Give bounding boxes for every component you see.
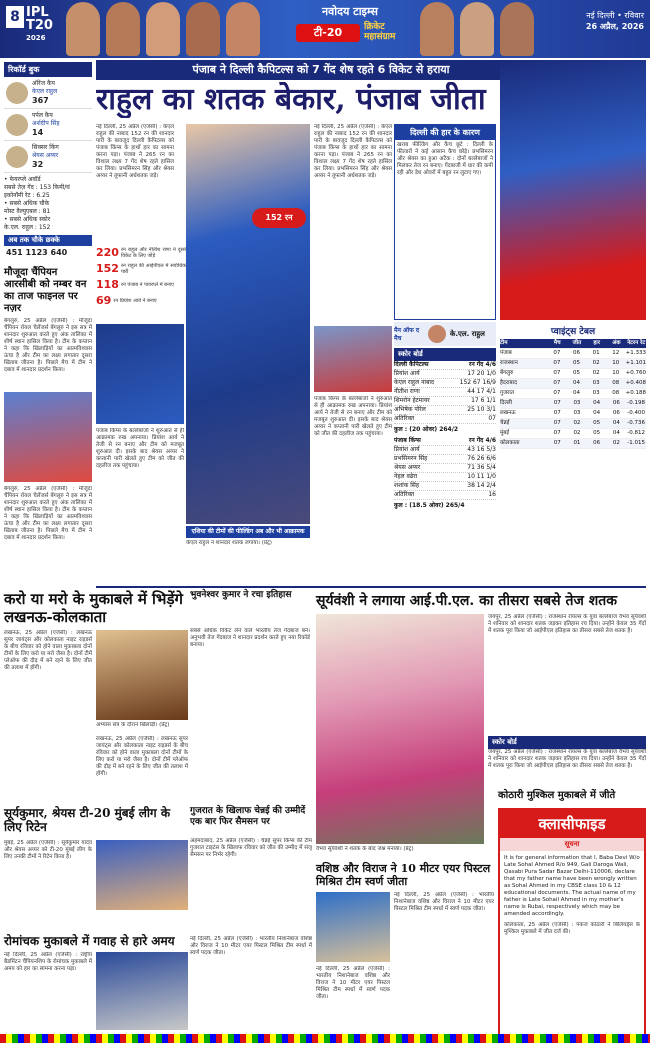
points-table-cell: 02 <box>592 370 600 376</box>
points-table-cell: मुंबई <box>500 430 510 436</box>
batter-name: प्रभसिमरन सिंह <box>394 455 428 462</box>
highlight-number: 152 <box>96 262 119 275</box>
points-table-cell: 03 <box>573 400 581 406</box>
player-photo <box>106 2 140 56</box>
col-header: जीत <box>572 340 582 346</box>
player-photo <box>226 2 260 56</box>
player-avatar <box>6 82 28 104</box>
story4-body: सबसे अधिक विकेट लेने वाले भारतीय तेज गेंदबाज बने। अनुभवी तेज गेंदबाज ने शानदार प्रदर्शन करते हुए नया रिकॉर्ड बनाया। <box>190 628 310 648</box>
batter-name: शिमरोन हेटमायर <box>394 397 430 404</box>
points-table-row <box>500 439 646 449</box>
points-table-cell: 05 <box>593 420 601 426</box>
highlight-number: 220 <box>96 246 119 259</box>
main-story-body-col3: पंजाब किंग्स के बल्लेबाजों ने शुरुआत से ही आक्रामक रुख अपनाया। प्रियांश आर्य ने तेजी से रन बनाए और टीम को मजबूत शुरुआत दी। इसके बाद श्रेयस अय्यर ने कप्तानी पारी खेलते हुए टीम को जीत की दहलीज तक पहुंचाया। <box>314 396 392 437</box>
points-table <box>500 322 646 449</box>
player-photo <box>186 2 220 56</box>
color-registration-strip <box>0 1034 650 1043</box>
highlights-list <box>96 246 186 307</box>
points-table-cell: चेन्नई <box>500 420 510 426</box>
record-player: केएल राहुल <box>32 88 58 95</box>
record-book-sidebar <box>4 62 92 622</box>
points-table-cell: पंजाब <box>500 350 512 356</box>
record-value: 32 <box>32 160 44 169</box>
points-table-cell: 05 <box>573 360 581 366</box>
points-table-cell: 07 <box>553 380 561 386</box>
story2-caption: अभ्यास सत्र के दौरान खिलाड़ी। (प्रेट्र) <box>96 722 170 728</box>
story8-body-cont: नई दिल्ली, 25 अप्रैल (एजेंसी) : भारतीय निशानेबाज वशिष्ठ और विराज ने 10 मीटर एयर पिस्टल मिश्रित टीम स्पर्धा में स्वर्ण पदक जीता। <box>316 966 390 1000</box>
points-table-cell: 07 <box>553 370 561 376</box>
batter-name: प्रियांश आर्य <box>394 446 420 453</box>
points-table-cell: 07 <box>553 360 561 366</box>
story5-headline: गुजरात के खिलाफ चेन्नई की उम्मीदें एक बार फिर सैमसन पर <box>190 806 306 827</box>
player-photo <box>66 2 100 56</box>
man-of-match-label: मैन ऑफ द मैच <box>394 327 420 342</box>
ipl-logo <box>26 6 53 45</box>
points-table-cell: हैदराबाद <box>500 380 518 386</box>
story2-photo <box>96 630 188 720</box>
points-table-cell: 07 <box>553 390 561 396</box>
story2-headline: करो या मरो के मुकाबले में भिड़ेंगे लखनऊ-कोलकाता <box>4 590 183 626</box>
left-story-headline: मौजूदा चैंपियन आरसीबी को नम्बर वन का ताज फाइनल पर नज़र <box>4 267 87 314</box>
cricket-mahasangram <box>364 22 395 42</box>
points-table-rows <box>500 349 646 449</box>
scoreboard-values: 451 1123 640 <box>6 248 68 257</box>
paper-name: नवोदय टाइम्स <box>322 5 378 18</box>
logo-year: 2026 <box>26 34 46 42</box>
points-table-cell: +0.408 <box>625 380 646 386</box>
issue-date <box>560 10 644 32</box>
story9-body: कोलकाता, 25 अप्रैल (एजेंसी) : पंकज कोठारी ने बिलियर्ड्स के मुश्किल मुकाबले में जीत दर्ज की। <box>504 922 640 935</box>
points-table-cell: 06 <box>593 440 601 446</box>
team2-header <box>394 437 496 446</box>
story2-body-cont: लखनऊ, 25 अप्रैल (एजेंसी) : लखनऊ सुपर जायंट्स और कोलकाता नाइट राइडर्स के बीच रविवार को होने वाला मुकाबला दोनों टीमों के लिए करो या मरो जैसा है। दोनों टीमें प्लेऑफ की दौड़ में बने रहने के लिए जीत की तलाश में होंगी। <box>96 736 188 777</box>
highlight-item <box>96 246 186 259</box>
story3-score-text: जयपुर, 25 अप्रैल (एजेंसी) : राजस्थान रॉयल्स के युवा बल्लेबाज वैभव सूर्यवंशी ने शनिवार को शानदार शतक जड़कर इतिहास रच दिया। उन्होंने केवल 35 गेंदों में शतक पूरा किया जो आईपीएल इतिहास का तीसरा सबसे तेज शतक है। <box>488 749 646 769</box>
story3-body: जयपुर, 25 अप्रैल (एजेंसी) : राजस्थान रॉयल्स के युवा बल्लेबाज वैभव सूर्यवंशी ने शनिवार को शानदार शतक जड़कर इतिहास रच दिया। उन्होंने केवल 35 गेंदों में शतक पूरा किया जो आईपीएल इतिहास का तीसरा सबसे तेज शतक है। <box>488 614 646 634</box>
points-table-cell: 07 <box>553 350 561 356</box>
player-avatar <box>6 146 28 168</box>
points-table-cell: 06 <box>612 410 620 416</box>
points-table-cell: 06 <box>612 400 620 406</box>
score-row <box>394 473 496 482</box>
player-photo <box>500 2 534 56</box>
points-table-cell: 02 <box>592 360 600 366</box>
points-table-cell: 01 <box>573 440 581 446</box>
points-table-cell: दिल्ली <box>500 400 512 406</box>
points-table-cell: 12 <box>612 350 620 356</box>
left-story-body: बेंगलुरु, 25 अप्रैल (एजेंसी) : मौजूदा चैंपियन रॉयल चैलेंजर्स बेंगलुरु ने इस सत्र में शानदार शुरुआत करते हुए अंक तालिका में शीर्ष स्थान हासिल किया है। टीम के कप्तान ने कहा कि खिलाड़ियों का आत्मविश्वास ऊंचा है और टीम का लक्ष्य लगातार दूसरा खिताब जीतना है। पिछले मैच में टीम ने दबाव में शानदार प्रदर्शन किया। <box>4 318 92 373</box>
score-row <box>394 379 496 388</box>
highlight-text: रन पंजाब ने पावरप्ले में बनाए <box>120 281 174 288</box>
story8-body: नई दिल्ली, 25 अप्रैल (एजेंसी) : भारतीय निशानेबाज वशिष्ठ और विराज ने 10 मीटर एयर पिस्टल मिश्रित टीम स्पर्धा में स्वर्ण पदक जीता। <box>394 892 494 912</box>
highlight-item <box>96 262 186 275</box>
photo-badge: 152 रन <box>252 208 306 228</box>
points-table-cell: गुजरात <box>500 390 514 396</box>
points-table-cell: 05 <box>573 370 581 376</box>
stat-item: सबसे तेज़ गेंद : 153 किमी/घं <box>4 184 70 191</box>
story8-headline: वशिष्ठ और विराज ने 10 मीटर एयर पिस्टल मिश्रित टीम स्वर्ण जीता <box>316 862 491 888</box>
points-table-row <box>500 379 646 389</box>
score-row <box>394 455 496 464</box>
batter-name: शशांक सिंह <box>394 482 420 489</box>
stat-item: • फेयरप्ले अवॉर्ड <box>4 176 41 183</box>
secondary-photo <box>96 324 184 424</box>
highlight-number: 118 <box>96 278 119 291</box>
story8-photo <box>316 892 390 962</box>
t20-badge: टी-20 <box>296 24 360 42</box>
batter-score: 07 <box>488 415 496 422</box>
scoreboard-label: अब तक चौके छक्के <box>4 235 92 246</box>
team1-total: कुल : (20 ओवर) 264/2 <box>394 426 459 433</box>
mahasangram-label: महासंग्राम <box>364 32 396 42</box>
left-story-photo <box>4 392 92 482</box>
batter-name: नीतीश राणा <box>394 388 420 395</box>
points-table-cell: -0.198 <box>627 400 646 406</box>
col-header: हार <box>593 340 600 346</box>
player-photo <box>420 2 454 56</box>
batter-score: 76 26 6/6 <box>467 455 496 462</box>
main-headline: राहुल का शतक बेकार, पंजाब जीता <box>96 82 486 117</box>
batter-score: 10 11 1/0 <box>467 473 496 480</box>
score-row <box>394 415 496 424</box>
batter-score: 44 17 4/1 <box>467 388 496 395</box>
story6-photo <box>96 840 188 910</box>
batter-score: 38 14 2/4 <box>467 482 496 489</box>
crowd-photo <box>314 326 392 392</box>
scorecard-title: स्कोर बोर्ड <box>394 348 496 361</box>
batter-name: प्रियांश आर्य <box>394 370 420 377</box>
stat-item: • सबसे अधिक चौके <box>4 200 50 207</box>
points-table-cell: 08 <box>612 380 620 386</box>
record-book-title: रिकॉर्ड बुक <box>4 62 92 77</box>
man-of-match <box>394 322 496 346</box>
main-story-body-col2: नई दिल्ली, 25 अप्रैल (एजेंसी) : केएल राहुल की नाबाद 152 रन की शानदार पारी के बावजूद दिल्ली कैपिटल्स को पंजाब किंग्स के हाथों हार का सामना करना पड़ा। पंजाब ने 265 रन का विशाल लक्ष्य 7 गेंद शेष रहते हासिल कर लिया। प्रभसिमरन सिंह और श्रेयस अय्यर ने तूफानी अर्धशतक जड़े। <box>314 124 392 179</box>
team2-name: पंजाब किंग्स <box>394 437 421 444</box>
man-of-match-name: के.एल. राहुल <box>450 329 485 338</box>
team1-name: दिल्ली कैपिटल्स <box>394 361 429 368</box>
points-table-cell: बेंगलुरु <box>500 370 514 376</box>
story3-headline: सूर्यवंशी ने लगाया आई.पी.एल. का तीसरा सबसे तेज शतक <box>316 593 617 609</box>
highlight-text: रन राहुल की आईपीएल में सर्वाधिक पारी <box>120 262 186 275</box>
points-table-cell: 03 <box>592 390 600 396</box>
story4-headline: भुवनेश्वर कुमार ने रचा इतिहास <box>190 590 292 600</box>
points-table-row <box>500 429 646 439</box>
points-table-cell: कोलकाता <box>500 440 520 446</box>
batter-score: 71 36 5/4 <box>467 464 496 471</box>
batter-name: अतिरिक्त <box>394 491 415 498</box>
batter-score: 17 6 1/1 <box>471 397 496 404</box>
main-kicker: पंजाब ने दिल्ली कैपिटल्स को 7 गेंद शेष रहते 6 विकेट से हराया <box>96 60 546 80</box>
points-table-cell: 05 <box>593 430 601 436</box>
story8-side-body: नई दिल्ली, 25 अप्रैल (एजेंसी) : भारतीय निशानेबाज वशिष्ठ और विराज ने 10 मीटर एयर पिस्टल मिश्रित टीम स्पर्धा में स्वर्ण पदक जीता। <box>190 936 312 956</box>
record-label: सिक्सर किंग <box>32 144 59 151</box>
score-row <box>394 464 496 473</box>
points-table-cell: लखनऊ <box>500 410 516 416</box>
points-table-cell: +1.333 <box>625 350 646 356</box>
story5-body: अहमदाबाद, 25 अप्रैल (एजेंसी) : चेन्नई सुपर किंग्स की टीम गुजरात टाइटंस के खिलाफ रविवार को जीत की उम्मीद में संजू सैमसन पर निर्भर रहेगी। <box>190 838 312 858</box>
team2-total: कुल : (18.5 ओवर) 265/4 <box>394 502 465 509</box>
points-table-row <box>500 419 646 429</box>
points-table-cell: 06 <box>573 350 581 356</box>
story7-body: नई दिल्ली, 25 अप्रैल (एजेंसी) : राष्ट्रीय बैडमिंटन चैंपियनशिप के रोमांचक मुकाबले में अमय को हार का सामना करना पड़ा। <box>4 952 92 972</box>
highlight-text: रन प्रियांश आर्य ने बनाए <box>113 297 157 304</box>
highlight-number: 69 <box>96 294 112 307</box>
col-header: नेटरन रेट <box>627 340 646 346</box>
points-table-cell: 04 <box>593 400 601 406</box>
main-story-body: नई दिल्ली, 25 अप्रैल (एजेंसी) : केएल राहुल की नाबाद 152 रन की शानदार पारी के बावजूद दिल्ली कैपिटल्स को पंजाब किंग्स के हाथों हार का सामना करना पड़ा। पंजाब ने 265 रन का विशाल लक्ष्य 7 गेंद शेष रहते हासिल कर लिया। प्रभसिमरन सिंह और श्रेयस अय्यर ने तूफानी अर्धशतक जड़े। <box>96 124 174 179</box>
points-table-cell: 04 <box>612 420 620 426</box>
points-table-cell: 07 <box>553 420 561 426</box>
issue-day: नई दिल्ली • रविवार <box>586 11 644 20</box>
points-table-cell: -0.736 <box>627 420 646 426</box>
points-table-row <box>500 369 646 379</box>
record-value: 14 <box>32 128 44 137</box>
story9-headline: कोठारी मुश्किल मुकाबले में जीते <box>498 790 616 801</box>
player-avatar <box>6 114 28 136</box>
section-divider <box>96 586 646 588</box>
stats-list <box>4 176 92 232</box>
batter-name: केएल राहुल नाबाद <box>394 379 435 386</box>
points-table-row <box>500 409 646 419</box>
record-label: ऑरेंज कैप <box>32 80 55 87</box>
team2-columns: रन गेंद 4/6 <box>468 437 496 444</box>
points-table-cell: +1.101 <box>625 360 646 366</box>
record-label: पर्पल कैप <box>32 112 53 119</box>
highlight-item <box>96 294 186 307</box>
points-table-cell: +0.188 <box>625 390 646 396</box>
score-row <box>394 406 496 415</box>
team1-header <box>394 361 496 370</box>
player-photo <box>460 2 494 56</box>
points-table-cell: 10 <box>612 360 620 366</box>
points-table-cell: राजस्थान <box>500 360 518 366</box>
record-row <box>4 141 92 173</box>
player-photo <box>146 2 180 56</box>
highlight-item <box>96 278 186 291</box>
points-table-cell: 07 <box>553 400 561 406</box>
classified-box <box>498 808 646 1036</box>
cricket-label: क्रिकेट <box>364 22 385 32</box>
record-player: अर्शदीप सिंह <box>32 120 60 127</box>
story8-column <box>190 936 312 1030</box>
story3-caption: वैभव सूर्यवंशी ने शतक के बाद जश्न मनाया। (प्रेट्र) <box>316 846 414 852</box>
classified-title: क्लासीफाइड <box>500 810 644 838</box>
record-player: श्रेयस अय्यर <box>32 152 59 159</box>
highlight-text: रन राहुल और नीतीश राणा ने दूसरे विकेट के लिए जोड़े <box>120 246 186 259</box>
points-table-cell: 10 <box>612 370 620 376</box>
points-table-cell: 04 <box>612 430 620 436</box>
reason-box-title: दिल्ली की हार के कारण <box>395 125 495 140</box>
points-table-cell: 02 <box>612 440 620 446</box>
classified-body: It is for general information that I, Baba Devi W/o Late Sohal Ahmed R/o 949, Gali Daroga Wali, Qasabi Pura Sadar Bazar Delhi-110006, declare that my father name have been wrongly written as Sohal Ahmed in my CBSE class 10 & 12 educational documents. The actual name of my father is Late Sohail Ahmed in my mother's name is Rubai, respectively which may be amended accordingly. <box>504 855 640 917</box>
batter-score: 43 16 5/3 <box>467 446 496 453</box>
score-row <box>394 370 496 379</box>
points-table-cell: +0.760 <box>625 370 646 376</box>
batter-name: अभिषेक पोरेल <box>394 406 426 413</box>
record-value: 367 <box>32 96 49 105</box>
player-avatar <box>428 325 446 343</box>
batter-score: 16 <box>488 491 496 498</box>
score-row <box>394 482 496 491</box>
masthead-banner <box>0 0 650 58</box>
reason-box <box>394 124 496 320</box>
batter-name: नेहल वढेरा <box>394 473 418 480</box>
main-photo <box>186 124 310 524</box>
points-table-cell: 03 <box>573 410 581 416</box>
main-story-side-body: पंजाब किंग्स के बल्लेबाजों ने शुरुआत से ही आक्रामक रुख अपनाया। प्रियांश आर्य ने तेजी से रन बनाए और टीम को मजबूत शुरुआत दी। इसके बाद श्रेयस अय्यर ने कप्तानी पारी खेलते हुए टीम को जीत की दहलीज तक पहुंचाया। <box>96 428 184 469</box>
points-table-cell: -1.015 <box>627 440 646 446</box>
points-table-cell: 08 <box>612 390 620 396</box>
score-row <box>394 388 496 397</box>
stat-item: के.एल. राहुल : 152 <box>4 224 51 231</box>
story3-scorecard-title: स्कोर बोर्ड <box>488 736 646 749</box>
story2-body: लखनऊ, 25 अप्रैल (एजेंसी) : लखनऊ सुपर जायंट्स और कोलकाता नाइट राइडर्स के बीच रविवार को होने वाला मुकाबला दोनों टीमों के लिए करो या मरो जैसा है। दोनों टीमें प्लेऑफ की दौड़ में बने रहने के लिए जीत की तलाश में होंगी। <box>4 630 92 671</box>
score-row <box>394 446 496 455</box>
score-row <box>394 491 496 500</box>
points-table-cell: 04 <box>573 380 581 386</box>
batter-score: 17 20 1/0 <box>467 370 496 377</box>
points-table-row <box>500 389 646 399</box>
logo-line1: IPL <box>26 5 49 20</box>
classified-subtitle: सूचना <box>500 838 644 851</box>
photo-caption-bar: एशिया की टीमों की फील्डिंग अब और भी आक्रामक <box>186 526 310 538</box>
story3-photo <box>316 614 484 844</box>
points-table-cell: 01 <box>592 350 600 356</box>
batter-name: अतिरिक्त <box>394 415 415 422</box>
col-header: मैच <box>553 340 561 346</box>
batter-score: 152 67 16/9 <box>459 379 496 386</box>
points-table-title: प्वाइंट्स टेबल <box>550 327 596 337</box>
story6-headline: सूर्यकुमार, श्रेयस टी-20 मुंबई लीग के लिए रिटेन <box>4 806 171 834</box>
points-table-cell: 03 <box>592 380 600 386</box>
team1-columns: रन गेंद 4/6 <box>468 361 496 368</box>
col-header: अंक <box>612 340 621 346</box>
issue-date-value: 26 अप्रैल, 2026 <box>585 22 644 31</box>
points-table-cell: -0.400 <box>627 410 646 416</box>
points-table-cell: 02 <box>573 430 581 436</box>
celebration-photo <box>500 60 646 320</box>
record-row <box>4 77 92 109</box>
points-table-cell: 02 <box>573 420 581 426</box>
logo-line2: T20 <box>26 18 53 33</box>
points-table-cell: 07 <box>553 410 561 416</box>
page-number: 8 <box>6 6 24 28</box>
record-row <box>4 109 92 141</box>
batter-name: श्रेयस अय्यर <box>394 464 421 471</box>
batter-score: 25 10 3/1 <box>467 406 496 413</box>
points-table-cell: 07 <box>553 440 561 446</box>
story7-photo <box>96 952 188 1030</box>
stat-item: इकोनॉमी रेट : 6.25 <box>4 192 50 199</box>
points-table-cell: 04 <box>573 390 581 396</box>
points-table-cell: -0.812 <box>627 430 646 436</box>
points-table-cell: 07 <box>553 430 561 436</box>
points-table-header <box>500 339 646 349</box>
story7-headline: रोमांचक मुकाबले में गवाह से हारे अमय <box>4 934 175 948</box>
story6-body: मुंबई, 25 अप्रैल (एजेंसी) : सूर्यकुमार यादव और श्रेयस अय्यर को टी-20 मुंबई लीग के लिए उनकी टीमों ने रिटेन किया है। <box>4 840 92 860</box>
left-story-body-cont: बेंगलुरु, 25 अप्रैल (एजेंसी) : मौजूदा चैंपियन रॉयल चैलेंजर्स बेंगलुरु ने इस सत्र में शानदार शुरुआत करते हुए अंक तालिका में शीर्ष स्थान हासिल किया है। टीम के कप्तान ने कहा कि खिलाड़ियों का आत्मविश्वास ऊंचा है और टीम का लक्ष्य लगातार दूसरा खिताब जीतना है। पिछले मैच में टीम ने दबाव में शानदार प्रदर्शन किया। <box>4 486 92 541</box>
stat-item: • सबसे अधिक स्कोर <box>4 216 51 223</box>
score-row <box>394 397 496 406</box>
reason-box-body: खराब फील्डिंग और कैच छूटे : दिल्ली के फील्डरों ने कई आसान कैच छोड़े। प्रभसिमरन और श्रेयस का हुआ अटैक : दोनों बल्लेबाजों ने मिलकर तेज रन बनाए। गेंदबाजी में धार की कमी रही और डेथ ओवरों में बहुत रन लुटाए गए। <box>397 142 493 176</box>
points-table-row <box>500 399 646 409</box>
col-header: टीम <box>500 340 508 346</box>
scorecard <box>394 348 496 510</box>
points-table-cell: 04 <box>593 410 601 416</box>
points-table-row <box>500 359 646 369</box>
points-table-row <box>500 349 646 359</box>
main-photo-caption: केएल राहुल ने शानदार शतक लगाया। (प्रेट्र) <box>186 540 272 546</box>
stat-item: मोस्ट वैल्युएबल : 81 <box>4 208 51 215</box>
